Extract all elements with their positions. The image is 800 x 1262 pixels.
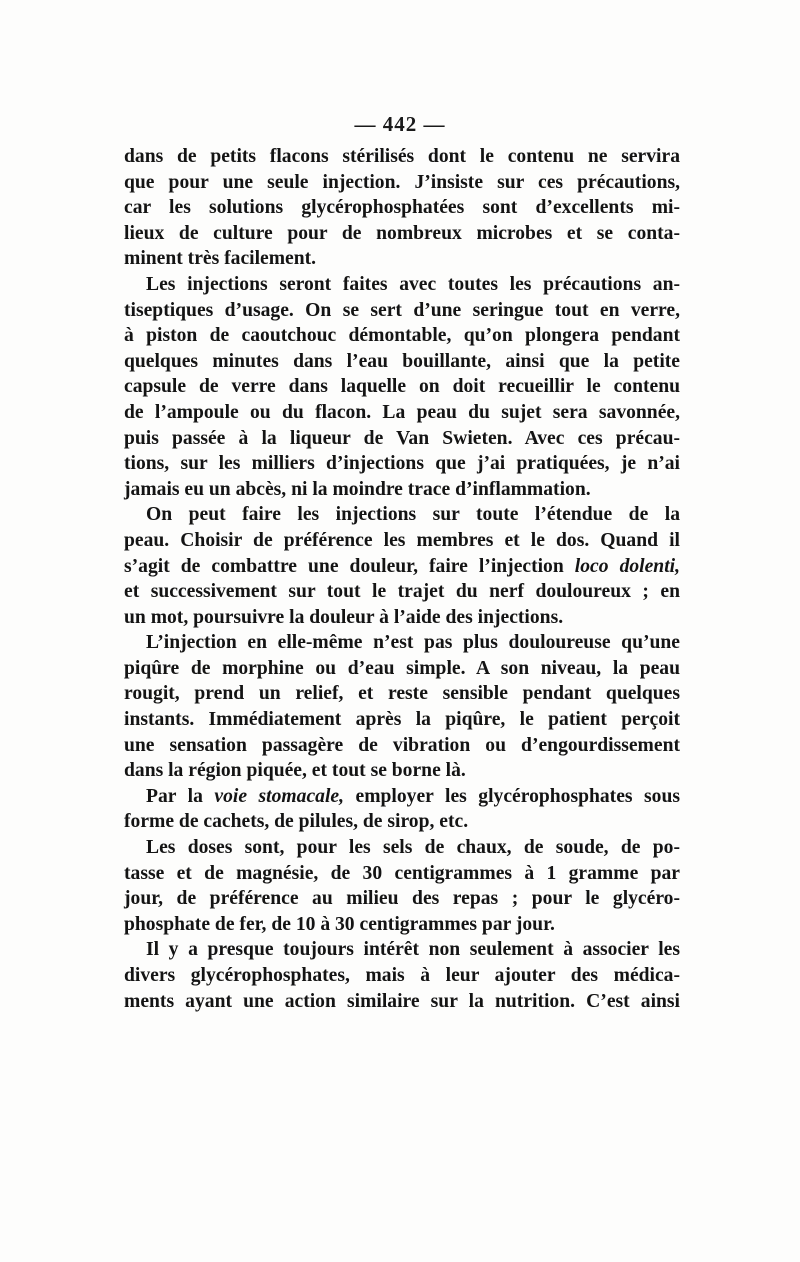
- text-line: lieux de culture pour de nombreux microbes et se conta-: [124, 222, 680, 244]
- text-line: tiseptiques d’usage. On se sert d’une seringue tout en verre,: [124, 299, 680, 321]
- text-line: forme de cachets, de pilules, de sirop, etc.: [124, 811, 469, 833]
- text-line: à piston de caoutchouc démontable, qu’on plongera pendant: [124, 325, 680, 347]
- text-line: que pour une seule injection. J’insiste sur ces précautions,: [124, 171, 680, 193]
- text-line: de l’ampoule ou du flacon. La peau du sujet sera savonnée,: [124, 401, 680, 423]
- text-line: instants. Immédiatement après la piqûre, le patient perçoit: [124, 709, 680, 731]
- text-line: Il y a presque toujours intérêt non seulement à associer les: [146, 939, 680, 961]
- text-line: dans de petits flacons stérilisés dont le contenu ne servira: [124, 146, 680, 167]
- text-line: tions, sur les milliers d’injections que j’ai pratiquées, je n’ai: [124, 453, 680, 475]
- text-line: puis passée à la liqueur de Van Swieten. Avec ces précau-: [124, 427, 680, 449]
- text-line: [124, 554, 680, 580]
- text-line: car les solutions glycérophosphatées sont d’excellents mi-: [124, 197, 680, 219]
- text-segment: peau. Choisir de préférence les membres et le dos. Quand il: [124, 529, 680, 551]
- text-line: quelques minutes dans l’eau bouillante, ainsi que la petite: [124, 350, 680, 372]
- text-segment: Par la: [146, 785, 215, 807]
- italic-text-segment: loco dolenti,: [574, 555, 680, 577]
- text-line: et successivement sur tout le trajet du nerf douloureux ; en: [124, 581, 680, 603]
- text-line: Les doses sont, pour les sels de chaux, de soude, de po-: [146, 837, 680, 859]
- text-line: Les injections seront faites avec toutes les précautions an-: [146, 273, 680, 295]
- text-line: [124, 528, 680, 554]
- text-line: jour, de préférence au milieu des repas ; pour le glycéro-: [124, 888, 680, 910]
- page-number: — 442 —: [354, 112, 446, 136]
- text-segment: s’agit de combattre une douleur, faire l’injection: [124, 555, 575, 577]
- text-line: L’injection en elle-même n’est pas plus douloureuse qu’une: [146, 632, 680, 654]
- text-line: rougit, prend un relief, et reste sensible pendant quelques: [124, 683, 680, 705]
- text-segment: employer les glycérophosphates sous: [343, 785, 680, 807]
- text-line: On peut faire les injections sur toute l’étendue de la: [146, 504, 680, 526]
- text-line: capsule de verre dans laquelle on doit recueillir le contenu: [124, 376, 680, 398]
- text-line: jamais eu un abcès, ni la moindre trace d’inflammation.: [124, 478, 591, 500]
- italic-text-segment: voie stomacale,: [214, 785, 344, 807]
- text-line: dans la région piquée, et tout se borne là.: [124, 760, 466, 782]
- text-line: une sensation passagère de vibration ou d’engourdissement: [124, 734, 680, 756]
- text-line: ments ayant une action similaire sur la nutrition. C’est ainsi: [124, 990, 680, 1012]
- text-line: un mot, poursuivre la douleur à l’aide des injections.: [124, 606, 564, 628]
- text-line: phosphate de fer, de 10 à 30 centigrammes par jour.: [124, 913, 555, 935]
- text-line: divers glycérophosphates, mais à leur ajouter des médica-: [124, 965, 680, 986]
- body-text: [124, 144, 680, 1014]
- text-line: piqûre de morphine ou d’eau simple. A son niveau, la peau: [124, 657, 680, 679]
- text-line: [124, 784, 680, 810]
- text-line: tasse et de magnésie, de 30 centigrammes à 1 gramme par: [124, 862, 680, 884]
- text-line: minent très facilement.: [124, 248, 317, 270]
